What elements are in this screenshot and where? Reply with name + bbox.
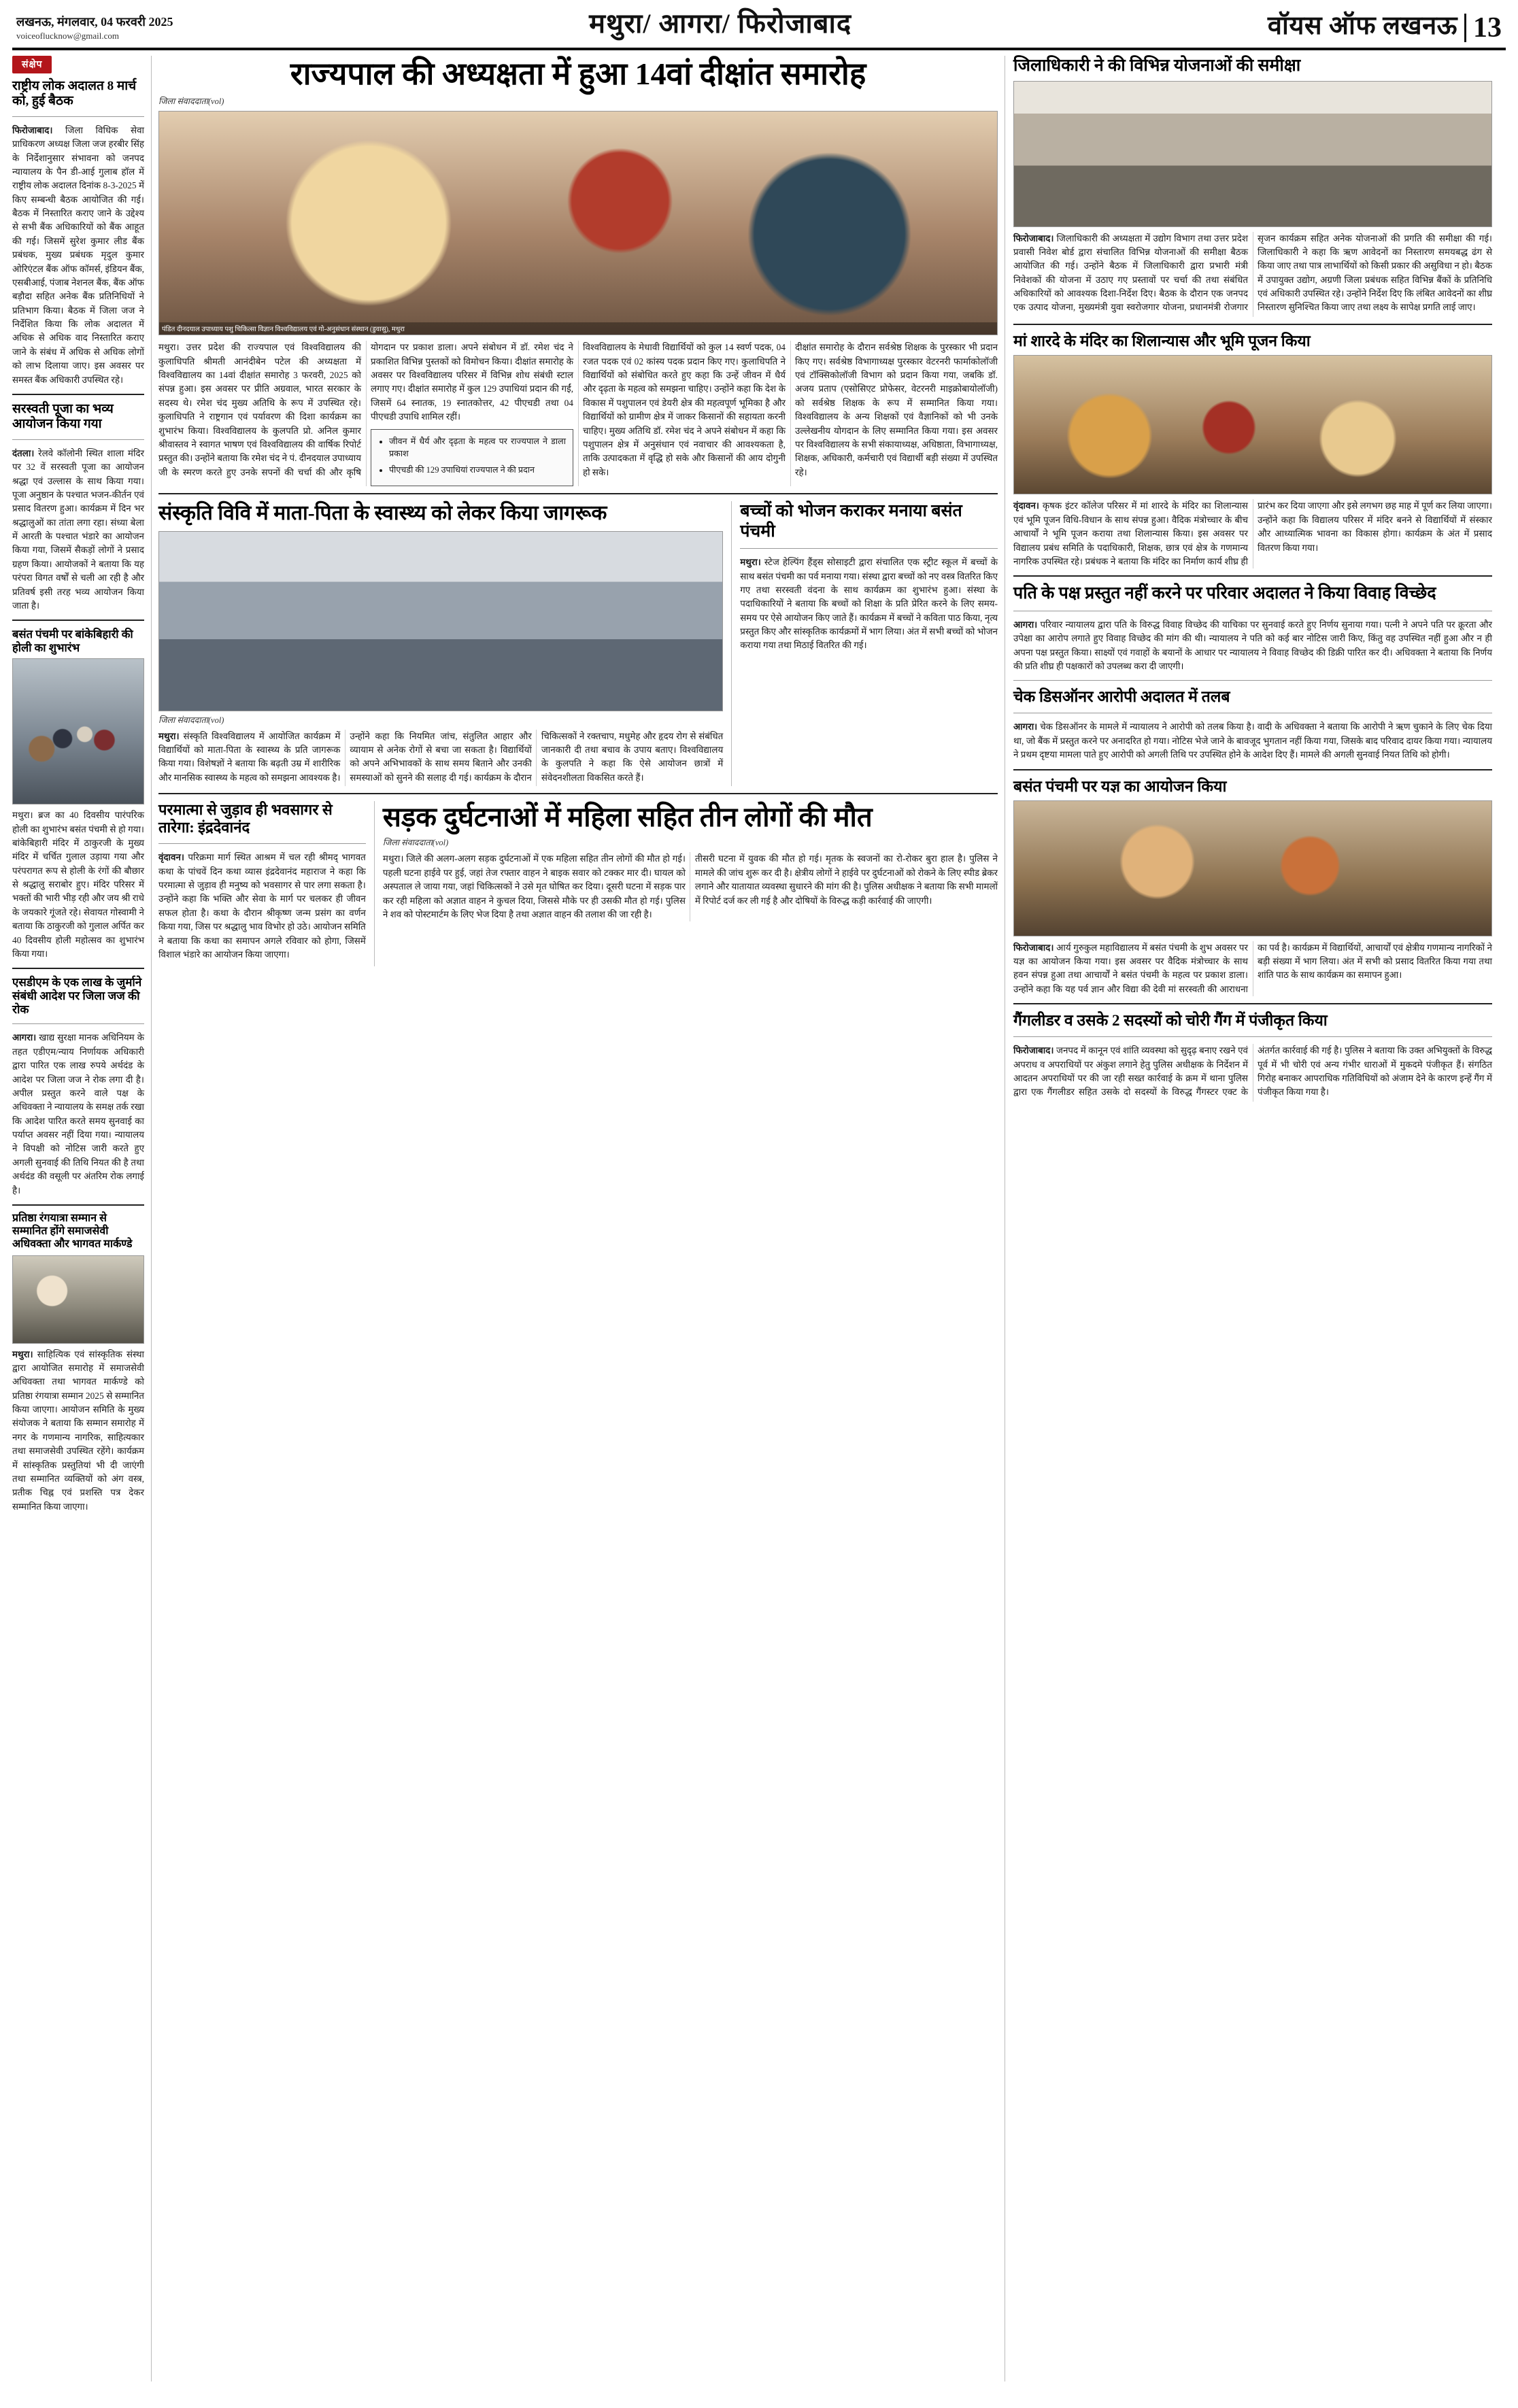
photo-convocation: [158, 111, 998, 335]
story-body-sdm-jurmana: [12, 1031, 144, 1198]
column-left: [12, 56, 152, 2381]
dateline: वृंदावन।: [158, 852, 184, 863]
story-text: खाद्य सुरक्षा मानक अधिनियम के तहत एडीएम/न्याय निर्णायक अधिकारी द्वारा पारित एक लाख रुपये अर्थदंड के आदेश पर जिला जज ने रोक लगा दी है। अपील प्रस्तुत करने वाले पक्ष के अधिवक्ता ने न्यायालय के समक्ष तर्क रखा कि आदेश पारित करते समय सुनवाई का पर्याप्त अवसर नहीं दिया गया। न्यायालय ने विपक्षी को नोटिस जारी करते हुए अगली सुनवाई की तिथि नियत की है तथा अर्थदंड की वसूली पर अंतरिम रोक लगाई है।: [12, 1032, 144, 1195]
story-body-cheque-dishonour: [1013, 720, 1492, 762]
story-sadak: [383, 801, 998, 966]
story-text: परिवार न्यायालय द्वारा पति के विरुद्ध विवाह विच्छेद की याचिका पर सुनवाई करते हुए निर्णय सुनाया गया। पत्नी ने अपने पति पर क्रूरता और उपेक्षा का आरोप लगाते हुए विवाह विच्छेद की मांग की थी। न्यायालय ने पति को कई बार नोटिस जारी किए, किंतु वह उपस्थित नहीं हुआ और न ही अपना पक्ष प्रस्तुत किया। साक्ष्यों एवं गवाहों के बयानों के आधार पर न्यायालय ने विवाह विच्छेद की डिक्री पारित कर दी। अधिवक्ता ने बताया कि निर्णय की प्रति शीघ्र ही पक्षकारों को उपलब्ध करा दी जाएगी।: [1013, 619, 1492, 671]
page-number: 13: [1464, 14, 1502, 42]
story-parmatma: [158, 801, 375, 966]
story-text: जिलाधिकारी की अध्यक्षता में उद्योग विभाग तथा उत्तर प्रदेश प्रवासी निवेश बोर्ड द्वारा संचालित विभिन्न योजनाओं की समीक्षा बैठक आयोजित की गई। उन्होंने बैठक में जिलाधिकारी द्वारा प्रभारी मंत्री निवेशकों की योजना में उठाए गए प्रस्तावों पर चर्चा की तथा संबंधित अधिकारियों को आवश्यक दिशा-निर्देश दिए। बैठक के दौरान एक जनपद एक उत्पाद योजना, मुख्यमंत्री युवा स्वरोजगार योजना, प्रधानमंत्री रोजगार सृजन कार्यक्रम सहित अनेक योजनाओं की प्रगति की समीक्षा की गई। जिलाधिकारी ने कहा कि ऋण आवेदनों का निस्तारण समयबद्ध ढंग से किया जाए तथा पात्र लाभार्थियों को किसी प्रकार की असुविधा न हो। बैठक में उपायुक्त उद्योग, अग्रणी जिला प्रबंधक सहित विभिन्न बैंकों के प्रतिनिधि एवं अधिकारी उपस्थित रहे। उन्होंने निर्देश दिए कि लंबित आवेदनों का शीघ्र निस्तारण सुनिश्चित किया जाए तथा लक्ष्य के सापेक्ष प्रगति लाई जाए।: [1013, 233, 1492, 313]
photo-banke-bihari-holi: [12, 658, 144, 804]
column-center: [152, 56, 1005, 2381]
highlight-point-1: • जीवन में धैर्य और दृढ़ता के महत्व पर राज्यपाल ने डाला प्रकाश: [389, 435, 566, 461]
lead-text-1: मथुरा। उत्तर प्रदेश की राज्यपाल एवं विश्वविद्यालय की कुलाधिपति श्रीमती आनंदीबेन पटेल की अध्यक्षता में विश्वविद्यालय का 14वां दीक्षांत समारोह 3 फरवरी, 2025 को संपन्न हुआ। इस अवसर पर प्रीति अग्रवाल, भारत सरकार के सदस्य थे। रमेश चंद मुख्य अतिथि के रूप में उपस्थित रहे। कुलाधिपति ने राष्ट्रगान एवं पर्यावरण की दिशा कार्यक्रम का शुभारंभ किया। विश्वविद्यालय के कुलपति प्रो. अनिल कुमार श्रीवास्तव ने स्वागत भाषण एवं विश्वविद्यालय की वार्षिक रिपोर्ट प्रस्तुत की। उन्होंने बताया कि रमेश चंद ने पं. दीनदयाल उपाध्याय जी के स्मरण करते हुए उनके सपनों की चर्चा की और कृषि योगदान पर प्रकाश डाला। अपने संबोधन में डॉ. रमेश चंद ने प्रकाशित विभिन्न पुस्तकों को विमोचन किया। दीक्षांत समारोह के अवसर पर विश्वविद्यालय परिसर में विभिन्न शोध संबंधी स्टाल लगाए गए। दीक्षांत समारोह में कुल 129 उपाधियां प्रदान की गईं, जिसमें 64 स्नातक, 19 स्नातकोत्तर, 42 पीएचडी तथा 04 पीएचडी उपाधि शामिल रहीं।: [158, 342, 573, 477]
story-headline-rangyatra-samman: प्रतिष्ठा रंगयात्रा सम्मान से सम्मानित होंगे समाजसेवी अधिवक्ता और भागवत मार्कण्डे: [12, 1212, 133, 1250]
dateline: आगरा।: [1013, 722, 1038, 732]
dateline: फिरोजाबाद।: [1013, 1045, 1054, 1056]
story-body-gang: [1013, 1044, 1492, 1102]
publication-date: लखनऊ, मंगलवार, 04 फरवरी 2025: [16, 15, 173, 29]
story-text: परिक्रमा मार्ग स्थित आश्रम में चल रही श्रीमद् भागवत कथा के पांचवें दिन कथा व्यास इंद्रदेवानंद महाराज ने कहा कि परमात्मा से जुड़ाव ही मनुष्य को भवसागर से पार लगा सकता है। उन्होंने कहा कि भक्ति और सेवा के मार्ग पर चलकर ही जीवन सफल होता है। कथा के दौरान श्रीकृष्ण जन्म प्रसंग का वर्णन किया गया, जिस पर श्रद्धालु भाव विभोर हो उठे। आयोजन समिति ने बताया कि कथा का समापन अगले रविवार को होगा, जिसमें विशाल भंडारे का आयोजन किया जाएगा।: [158, 852, 366, 960]
story-text: आर्य गुरुकुल महाविद्यालय में बसंत पंचमी के शुभ अवसर पर यज्ञ का आयोजन किया गया। इस अवसर पर वैदिक मंत्रोच्चार के साथ हवन संपन्न हुआ तथा आचार्यों ने बसंत पंचमी के महत्व पर प्रकाश डाला। उन्होंने कहा कि यह पर्व ज्ञान और विद्या की देवी मां सरस्वती की आराधना का पर्व है। कार्यक्रम में विद्यार्थियों, आचार्यों एवं क्षेत्रीय गणमान्य नागरिकों ने बड़ी संख्या में भाग लिया। अंत में सभी को प्रसाद वितरित किया गया तथा शांति पाठ के साथ कार्यक्रम का समापन हुआ।: [1013, 942, 1492, 994]
masthead-left: [16, 14, 173, 42]
story-byline-sanskriti: जिला संवाददाता(vol): [158, 715, 224, 725]
page-columns: [12, 56, 1506, 2381]
story-body-parmatma: [158, 851, 366, 962]
dateline: फिरोजाबाद।: [12, 124, 53, 135]
story-headline-sanskriti: संस्कृति विवि में माता-पिता के स्वास्थ्य को लेकर किया जागरूक: [158, 502, 607, 525]
dateline: फिरोजाबाद।: [1013, 233, 1054, 243]
story-headline-yagya: बसंत पंचमी पर यज्ञ का आयोजन किया: [1013, 777, 1227, 795]
lead-byline: जिला संवाददाता(vol): [158, 97, 224, 107]
photo-yagya: [1013, 800, 1492, 936]
lead-text-2: विश्वविद्यालय के मेधावी विद्यार्थियों को कुल 14 स्वर्ण पदक, 04 रजत पदक एवं 02 कांस्य पदक प्रदान किए गए। कुलाधिपति ने विद्यार्थियों को संबोधित करते हुए कहा कि उन्हें जीवन में धैर्य और दृढ़ता के महत्व को समझना चाहिए। उन्होंने कहा कि देश के विकास में पशुपालन एवं डेयरी क्षेत्र की महत्वपूर्ण भूमिका है और विद्यार्थियों को ग्रामीण क्षेत्र में जाकर किसानों की सहायता करनी चाहिए। मुख्य अतिथि डॉ. रमेश चंद ने अपने संबोधन में कहा कि पशुपालन क्षेत्र में अनुसंधान एवं नवाचार की आवश्यकता है, ताकि उत्पादकता में वृद्धि हो सके और किसानों की आय दोगुनी हो सके।: [583, 342, 786, 477]
story-headline-saraswati-puja: सरस्वती पूजा का भव्य आयोजन किया गया: [12, 401, 114, 432]
story-body-shilanyas: [1013, 499, 1492, 569]
dateline: दंतला।: [12, 447, 35, 458]
story-body-bhojan: [740, 556, 998, 653]
story-body-banke-bihari-holi: [12, 809, 144, 961]
masthead: [12, 0, 1506, 50]
story-body-yagya: [1013, 941, 1492, 997]
story-body-rangyatra-samman: [12, 1348, 144, 1514]
photo-sanskriti-event: [158, 531, 723, 711]
story-headline-sdm-jurmana: एसडीएम के एक लाख के जुर्माने संबंधी आदेश पर जिला जज की रोक: [12, 976, 142, 1017]
dateline: आगरा।: [1013, 619, 1038, 630]
story-body-sanskriti: [158, 730, 723, 787]
story-text: रेलवे कॉलोनी स्थित शाला मंदिर पर 32 वें सरस्वती पूजा का आयोजन श्रद्धा एवं उल्लास के साथ किया गया। पूजा अनुष्ठान के पश्चात भजन-कीर्तन एवं प्रसाद वितरण हुआ। कार्यक्रम में दिन भर श्रद्धालुओं का तांता लगा रहा। संध्या बेला में आरती के पश्चात भंडारे का आयोजन किया गया, जिसमें सैकड़ों लोगों ने प्रसाद ग्रहण किया। आयोजकों ने बताया कि यह परंपरा विगत वर्षों से चली आ रही है और प्रतिवर्ष इसी तरह भव्य आयोजन किया जाता है।: [12, 447, 144, 611]
contact-email: voiceoflucknow@gmail.com: [16, 31, 119, 41]
story-body-pati-vivah: [1013, 618, 1492, 674]
story-sanskriti: [158, 501, 732, 786]
lead-text-3: दीक्षांत समारोह के दौरान सर्वश्रेष्ठ शिक्षक के पुरस्कार भी प्रदान किए गए। सर्वश्रेष्ठ विभागाध्यक्ष पुरस्कार वेटरनरी फार्माकोलॉजी एवं टॉक्सिकोलॉजी विभाग को प्रदान किया गया, जबकि डॉ. अजय प्रताप (एसोसिएट प्रोफेसर, वेटरनरी माइक्रोबायोलॉजी) को सर्वश्रेष्ठ शिक्षक के रूप में सम्मानित किया गया। विश्वविद्यालय के अन्य शिक्षकों एवं वैज्ञानिकों को भी उनके उल्लेखनीय योगदान के लिए सम्मानित किया गया। इस अवसर पर विश्वविद्यालय के सभी संकायाध्यक्ष, अधिष्ठाता, विभागाध्यक्ष, शिक्षक, अधिकारी, कर्मचारी एवं विद्यार्थी बड़ी संख्या में उपस्थित रहे।: [795, 342, 998, 477]
dateline: वृंदावन।: [1013, 501, 1039, 511]
paper-name: वॉयस ऑफ लखनऊ: [1267, 12, 1457, 40]
story-body-dm-review: [1013, 232, 1492, 318]
dateline: मथुरा।: [740, 557, 761, 568]
story-body-saraswati-puja: [12, 447, 144, 613]
lead-highlight-box: [371, 429, 573, 487]
story-headline-lok-adalat: राष्ट्रीय लोक अदालत 8 मार्च को, हुई बैठक: [12, 79, 137, 109]
story-body-sadak: [383, 852, 998, 921]
story-text: संस्कृति विश्वविद्यालय में आयोजित कार्यक्रम में विद्यार्थियों को माता-पिता के स्वास्थ्य के प्रति जागरूक किया गया। विशेषज्ञों ने बताया कि बढ़ती उम्र में शारीरिक और मानसिक स्वास्थ्य के महत्व को समझना आवश्यक है। उन्होंने कहा कि नियमित जांच, संतुलित आहार और व्यायाम से अनेक रोगों से बचा जा सकता है। विद्यार्थियों को अपने अभिभावकों के साथ समय बिताने और उनकी समस्याओं को सुनने की सलाह दी गई। कार्यक्रम के दौरान चिकित्सकों ने रक्तचाप, मधुमेह और हृदय रोग से संबंधित जानकारी दी तथा बचाव के उपाय बताए। विश्वविद्यालय के कुलपति ने कहा कि ऐसे आयोजन छात्रों में संवेदनशीलता विकसित करते हैं।: [158, 730, 724, 783]
masthead-right: [1268, 7, 1502, 42]
story-headline-pati-vivah: पति के पक्ष प्रस्तुत नहीं करने पर परिवार अदालत ने किया विवाह विच्छेद: [1013, 584, 1436, 603]
photo-caption: पंडित दीनदयाल उपाध्याय पशु चिकित्सा विज्ञान विश्वविद्यालय एवं गो-अनुसंधान संस्थान (डुवासु), मथुरा: [159, 322, 997, 335]
story-headline-banke-bihari-holi: बसंत पंचमी पर बांकेबिहारी की होली का शुभारंभ: [12, 628, 133, 654]
story-text: कृषक इंटर कॉलेज परिसर में मां शारदे के मंदिर का शिलान्यास एवं भूमि पूजन विधि-विधान के साथ संपन्न हुआ। वैदिक मंत्रोच्चार के बीच आचार्यों ने भूमि पूजन कराया तथा शिलान्यास किया। इस अवसर पर विद्यालय प्रबंध समिति के पदाधिकारी, शिक्षक, छात्र एवं क्षेत्र के गणमान्य नागरिक उपस्थित रहे। प्रबंधक ने बताया कि मंदिर का निर्माण कार्य शीघ्र ही प्रारंभ कर दिया जाएगा और इसे लगभग छह माह में पूर्ण कर लिया जाएगा। उन्होंने कहा कि विद्यालय परिसर में मंदिर बनने से विद्यार्थियों में संस्कार और आध्यात्मिक भावना का विकास होगा। कार्यक्रम के अंत में प्रसाद वितरण किया गया।: [1013, 501, 1492, 566]
lead-headline: राज्यपाल की अध्यक्षता में हुआ 14वां दीक्षांत समारोह: [290, 56, 866, 91]
story-text: स्टेज हेल्पिंग हैंड्स सोसाइटी द्वारा संचालित एक स्ट्रीट स्कूल में बच्चों के साथ बसंत पंचमी का पर्व मनाया गया। संस्था द्वारा बच्चों को नए वस्त्र वितरित किए गए तथा सरस्वती वंदना के साथ कार्यक्रम का शुभारंभ हुआ। संस्था के पदाधिकारियों ने बताया कि बच्चों को शिक्षा के प्रति प्रेरित करने के लिए समय-समय पर ऐसे आयोजन किए जाते हैं। कार्यक्रम में बच्चों ने कविता पाठ किया, नृत्य प्रस्तुत किए और सांस्कृतिक कार्यक्रमों में भाग लिया। अंत में सभी बच्चों को भोजन कराया गया तथा मिठाई वितरित की गई।: [740, 557, 998, 651]
story-headline-shilanyas: मां शारदे के मंदिर का शिलान्यास और भूमि पूजन किया: [1013, 333, 1311, 350]
story-headline-dm-review: जिलाधिकारी ने की विभिन्न योजनाओं की समीक्षा: [1013, 56, 1301, 75]
column-right: [1005, 56, 1492, 2381]
story-headline-cheque-dishonour: चेक डिसऑनर आरोपी अदालत में तलब: [1013, 688, 1230, 706]
story-headline-parmatma: परमात्मा से जुड़ाव ही भवसागर से तारेगा: इंद्रदेवानंद: [158, 801, 333, 836]
dateline: मथुरा।: [158, 730, 180, 741]
story-text: साहित्यिक एवं सांस्कृतिक संस्था द्वारा आयोजित समारोह में समाजसेवी अधिवक्ता तथा भागवत मार्कण्डे को प्रतिष्ठा रंगयात्रा सम्मान 2025 से सम्मानित किया जाएगा। आयोजन समिति के मुख्य संयोजक ने बताया कि सम्मान समारोह में नगर के गणमान्य नागरिक, साहित्यकार तथा समाजसेवी उपस्थित रहेंगे। कार्यक्रम में सांस्कृतिक प्रस्तुतियां भी दी जाएंगी तथा सम्मानित व्यक्तियों को अंग वस्त्र, प्रतीक चिह्न एवं प्रशस्ति पत्र देकर सम्मानित किया जाएगा।: [12, 1349, 144, 1512]
story-body-lok-adalat: [12, 124, 144, 387]
dateline: फिरोजाबाद।: [1013, 942, 1054, 953]
story-text: चेक डिसऑनर के मामले में न्यायालय ने आरोपी को तलब किया है। वादी के अधिवक्ता ने बताया कि आरोपी ने ऋण चुकाने के लिए चेक दिया था, जो बैंक में प्रस्तुत करने पर अनादरित हो गया। नोटिस भेजे जाने के बावजूद भुगतान नहीं किया गया, जिसके बाद परिवाद दायर किया गया। न्यायालय ने प्रथम दृष्टया मामला पाते हुए आरोपी को अगली तिथि पर उपस्थित होने के आदेश दिए हैं। मामले की अगली सुनवाई नियत तिथि को होगी।: [1013, 722, 1492, 760]
story-text: मथुरा। ब्रज का 40 दिवसीय पारंपरिक होली का शुभारंभ बसंत पंचमी से हो गया। बांकेबिहारी मंदिर में ठाकुरजी के मुख्य मंदिर में चर्चित गुलाल उड़ाया गया और परंपरागत रूप से होली के रंगों की बौछार से श्रद्धालु सराबोर हुए। मंदिर परिसर में भक्तों की भारी भीड़ रही और जय श्री राधे के जयकारे गूंजते रहे। सेवायत गोस्वामी ने बताया कि ठाकुरजी को गुलाल अर्पित कर 40 दिवसीय होली महोत्सव का शुभारंभ किया गया।: [12, 810, 144, 959]
story-text-left: मथुरा। जिले की अलग-अलग सड़क दुर्घटनाओं में एक महिला सहित तीन लोगों की मौत हो गई। पहली घटना हाईवे पर हुई, जहां तेज रफ्तार वाहन ने बाइक सवार को टक्कर मार दी। घायल को अस्पताल ले जाया गया, जहां चिकित्सकों ने उसे मृत घोषित कर दिया। दूसरी घटना में सड़क पार कर रही महिला को अज्ञात वाहन ने कुचल दिया, जिससे मौके पर ही उसकी मौत हो गई। पुलिस ने शव को पोस्टमार्टम के लिए भेज दिया है तथा अज्ञात वाहन की तलाश की जा रही है।: [382, 853, 686, 919]
story-headline-bhojan: बच्चों को भोजन कराकर मनाया बसंत पंचमी: [740, 502, 962, 541]
story-text-right: तीसरी घटना में युवक की मौत हो गई। मृतक के स्वजनों का रो-रोकर बुरा हाल है। पुलिस ने मामले की जांच शुरू कर दी है। क्षेत्रीय लोगों ने हाईवे पर दुर्घटनाओं को रोकने के लिए स्पीड ब्रेकर लगाने और यातायात व्यवस्था सुधारने की मांग की है। पुलिस अधीक्षक ने बताया कि सभी मामलों में रिपोर्ट दर्ज कर ली गई है और दोषियों के विरुद्ध कड़ी कार्रवाई की जाएगी।: [694, 853, 998, 906]
story-bhojan: [740, 501, 998, 786]
dateline: मथुरा।: [12, 1349, 33, 1359]
edition-title: मथुरा/ आगरा/ फिरोजाबाद: [589, 8, 852, 39]
story-text: जनपद में कानून एवं शांति व्यवस्था को सुदृढ़ बनाए रखने एवं अपराध व अपराधियों पर अंकुश लगाने हेतु पुलिस अधीक्षक के निर्देशन में आदतन अपराधियों पर की जा रही सख्त कार्रवाई के क्रम में थाना पुलिस द्वारा एक गैंगलीडर सहित उसके दो सदस्यों के विरुद्ध गैंगस्टर एक्ट के अंतर्गत कार्रवाई की गई है। पुलिस ने बताया कि उक्त अभियुक्तों के विरुद्ध पूर्व में भी चोरी एवं अन्य गंभीर धाराओं में मुकदमे पंजीकृत हैं। संगठित गिरोह बनाकर आपराधिक गतिविधियों को अंजाम देने के कारण इन्हें गैंग में पंजीकृत किया गया है।: [1013, 1045, 1492, 1098]
story-headline-gang: गैंगलीडर व उसके 2 सदस्यों को चोरी गैंग में पंजीकृत किया: [1013, 1012, 1328, 1030]
photo-dm-meeting: [1013, 81, 1492, 227]
story-byline-sadak: जिला संवाददाता(vol): [382, 838, 449, 848]
highlight-point-2: • पीएचडी की 129 उपाधियां राज्यपाल ने की प्रदान: [389, 464, 566, 477]
photo-rangyatra-samman: [12, 1255, 144, 1344]
section-badge: संक्षेप: [12, 56, 52, 73]
photo-shilanyas: [1013, 355, 1492, 494]
story-headline-sadak: सड़क दुर्घटनाओं में महिला सहित तीन लोगों की मौत: [382, 802, 873, 833]
story-text: जिला विधिक सेवा प्राधिकरण अध्यक्ष जिला जज हरबीर सिंह के निर्देशानुसार संभावना को जनपद न्यायालय के पैन डी-आई गुलाब हॉल में राष्ट्रीय लोक अदालत दिनांक 8-3-2025 में किए सम्बन्धी बैठक आयोजित की गई। बैठक में निस्तारित कराए जाने के उद्देश्य से सभी बैंक अधिकारियों को बैंक आहूत की गई। जिसमें सुरेश कुमार लीड बैंक प्रबंधक, मुख्य प्रबंधक मृदुल कुमार ओरिएंटल बैंक ऑफ कॉमर्स, इंडियन बैंक, एसबीआई, पंजाब नेशनल बैंक, बैंक ऑफ बड़ौदा सहित अनेक बैंक प्रतिनिधियों ने प्रतिभाग किया। बैठक में जिला जज ने निर्देशित किया कि लोक अदालत में अधिक से अधिक वाद निस्तारित कराए जाने के संबंध में अधिक से अधिक लोगों को लाभ दिलाया जाए। इस अवसर पर समस्त बैंक अधिकारी उपस्थित रहे।: [12, 124, 144, 385]
dateline: आगरा।: [12, 1032, 37, 1043]
lead-body: [158, 341, 998, 486]
